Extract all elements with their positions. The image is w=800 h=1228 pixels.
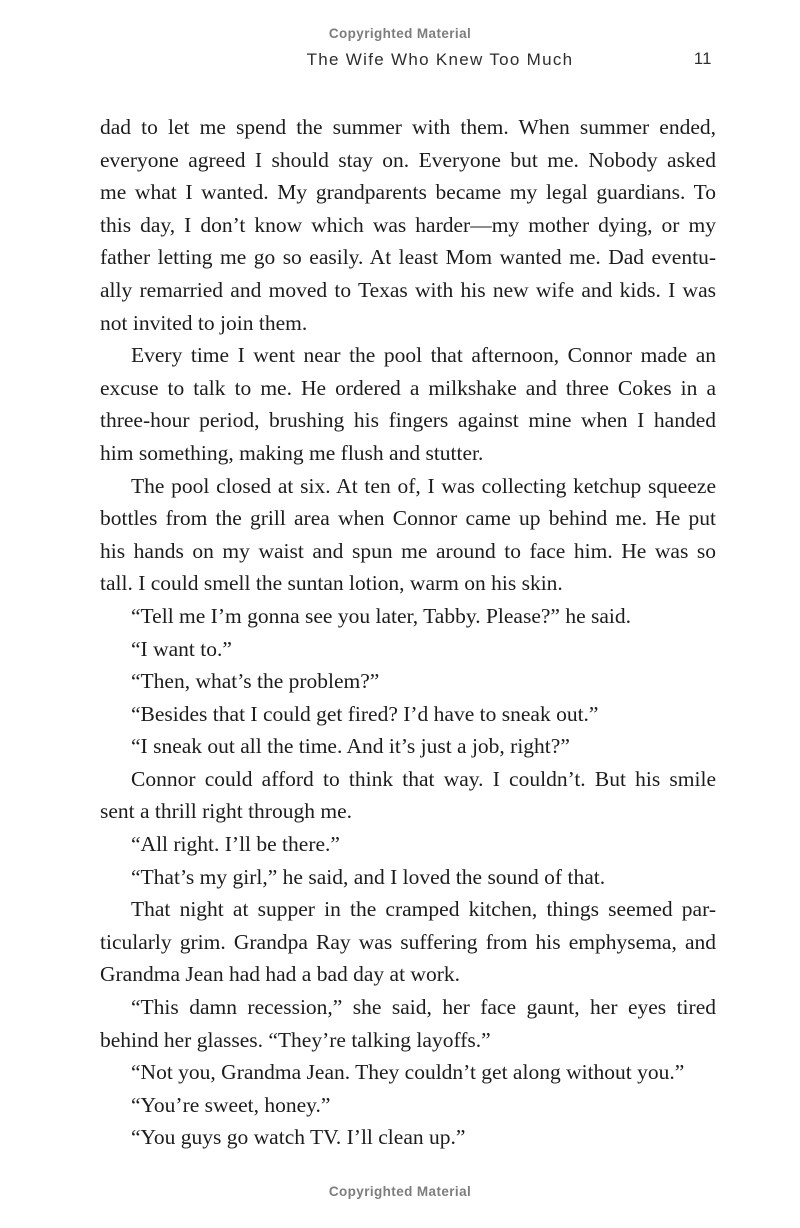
body-line: “That’s my girl,” he said, and I loved the sound of that. [131, 864, 606, 889]
body-line: dad to let me spend the summer with them. When summer ended, [100, 115, 716, 139]
body-line: “All right. I’ll be there.” [131, 832, 340, 857]
body-line: “Then, what’s the problem?” [131, 669, 380, 694]
body-line: Grandma Jean had had a bad day at work. [100, 962, 460, 987]
body-line: this day, I don’t know which was harder—my mother dying, or my [100, 212, 716, 237]
body-line: “I want to.” [131, 636, 232, 661]
body-line: behind her glasses. “They’re talking layoffs.” [100, 1027, 491, 1052]
body-line: “You guys go watch TV. I’ll clean up.” [131, 1125, 466, 1150]
body-line: Every time I went near the pool that afternoon, Connor made an [131, 343, 716, 368]
body-text [100, 111, 716, 1154]
body-line: three-hour period, brushing his fingers against mine when I handed [100, 408, 716, 433]
body-line: “I sneak out all the time. And it’s just a job, right?” [131, 734, 570, 759]
running-head-title: The Wife Who Knew Too Much [306, 50, 574, 69]
body-line: ally remarried and moved to Texas with his new wife and kids. I was [100, 277, 716, 302]
body-line: father letting me go so easily. At least Mom wanted me. Dad eventu- [100, 245, 716, 270]
body-line: “Besides that I could get fired? I’d have to sneak out.” [131, 701, 599, 726]
body-line: “Not you, Grandma Jean. They couldn’t get along without you.” [131, 1060, 685, 1085]
body-line: him something, making me flush and stutter. [100, 440, 484, 465]
page-number: 11 [693, 50, 712, 68]
body-line: his hands on my waist and spun me around to face him. He was so [100, 538, 716, 563]
body-line: Connor could afford to think that way. I couldn’t. But his smile [131, 766, 716, 791]
body-line: bottles from the grill area when Connor came up behind me. He put [100, 506, 716, 531]
body-line: That night at supper in the cramped kitchen, things seemed par- [131, 897, 716, 922]
copyright-notice-bottom: Copyrighted Material [328, 1184, 472, 1199]
body-line: “You’re sweet, honey.” [131, 1092, 331, 1117]
body-line: everyone agreed I should stay on. Everyone but me. Nobody asked [100, 147, 716, 172]
body-line: sent a thrill right through me. [100, 799, 352, 824]
body-line: ticularly grim. Grandpa Ray was suffering from his emphysema, and [100, 929, 716, 954]
body-line: excuse to talk to me. He ordered a milkshake and three Cokes in a [100, 375, 716, 400]
body-line: The pool closed at six. At ten of, I was collecting ketchup squeeze [131, 473, 716, 498]
body-line: tall. I could smell the suntan lotion, warm on his skin. [100, 571, 563, 596]
copyright-notice-top: Copyrighted Material [328, 26, 472, 41]
body-line: me what I wanted. My grandparents became my legal guardians. To [100, 180, 716, 205]
body-line: “Tell me I’m gonna see you later, Tabby. Please?” he said. [131, 603, 632, 628]
body-line: “This damn recession,” she said, her face gaunt, her eyes tired [131, 995, 716, 1020]
body-line: not invited to join them. [100, 310, 308, 335]
